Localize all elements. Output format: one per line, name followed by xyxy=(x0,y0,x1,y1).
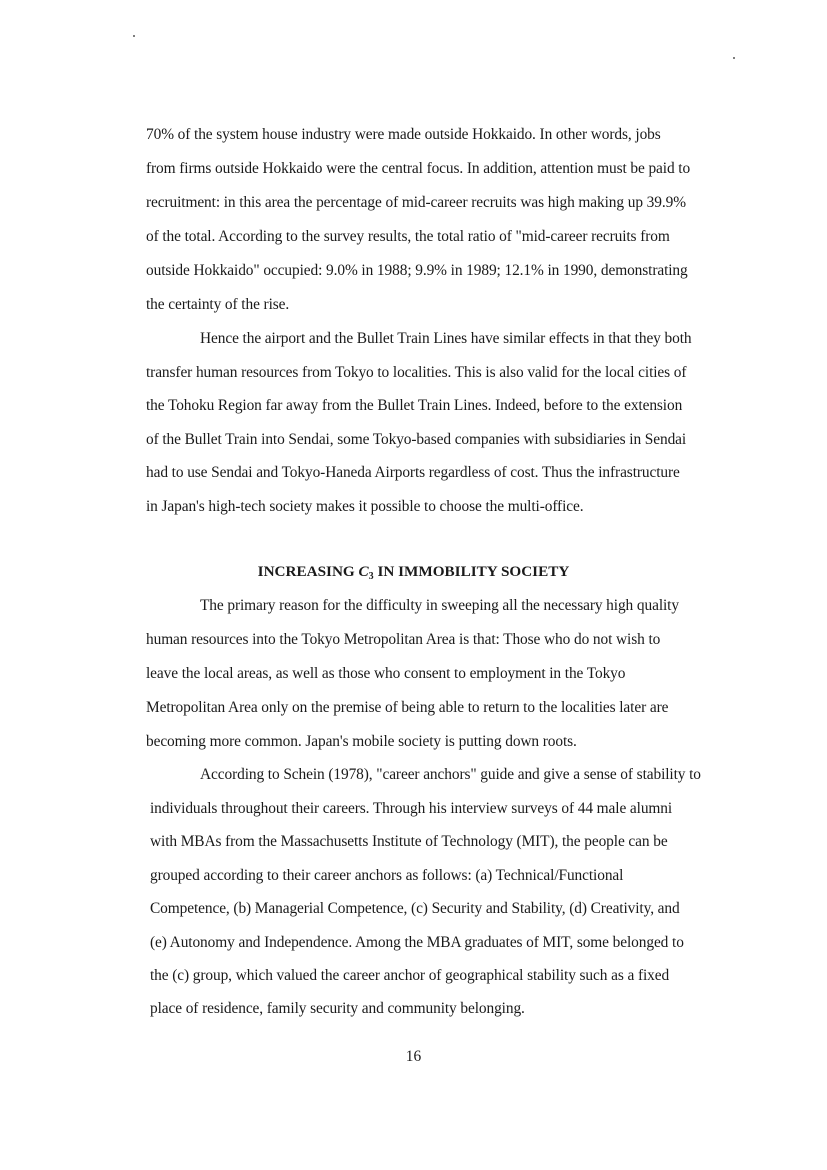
text-line: recruitment: in this area the percentage of mid-career recruits was high making up 39.9% xyxy=(146,194,686,211)
scan-speck xyxy=(733,57,735,59)
text-line: the certainty of the rise. xyxy=(146,296,290,313)
text-line: in Japan's high-tech society makes it possible to choose the multi-office. xyxy=(146,498,584,515)
heading-subscript: 3 xyxy=(368,571,374,582)
text-line: had to use Sendai and Tokyo-Haneda Airports regardless of cost. Thus the infrastructure xyxy=(146,464,680,481)
text-line: Metropolitan Area only on the premise of being able to return to the localities later are xyxy=(146,699,669,716)
text-line: of the total. According to the survey results, the total ratio of "mid-career recruits from xyxy=(146,228,670,245)
page-number: 16 xyxy=(405,1048,422,1065)
heading-prefix: INCREASING xyxy=(257,563,359,580)
text-line: transfer human resources from Tokyo to localities. This is also valid for the local cities of xyxy=(146,364,687,381)
text-line: becoming more common. Japan's mobile society is putting down roots. xyxy=(146,733,577,750)
text-line: leave the local areas, as well as those who consent to employment in the Tokyo xyxy=(146,665,626,682)
text-line: the Tohoku Region far away from the Bullet Train Lines. Indeed, before to the extension xyxy=(146,397,683,414)
text-line: of the Bullet Train into Sendai, some Tokyo-based companies with subsidiaries in Sendai xyxy=(146,431,687,448)
text-line: the (c) group, which valued the career anchor of geographical stability such as a fixed xyxy=(150,967,670,984)
text-line: with MBAs from the Massachusetts Institute of Technology (MIT), the people can be xyxy=(150,833,668,850)
heading-symbol xyxy=(359,563,374,580)
text-line: place of residence, family security and community belonging. xyxy=(150,1000,525,1017)
text-line: Hence the airport and the Bullet Train Lines have similar effects in that they both xyxy=(200,330,692,347)
text-line: grouped according to their career anchors as follows: (a) Technical/Functional xyxy=(150,867,624,884)
text-line: human resources into the Tokyo Metropolitan Area is that: Those who do not wish to xyxy=(146,631,661,648)
heading-suffix: IN IMMOBILITY SOCIETY xyxy=(373,563,570,580)
text-line: Competence, (b) Managerial Competence, (c) Security and Stability, (d) Creativity, and xyxy=(150,900,680,917)
text-line: (e) Autonomy and Independence. Among the MBA graduates of MIT, some belonged to xyxy=(150,934,684,951)
heading-symbol-letter: C xyxy=(358,563,369,580)
text-line: The primary reason for the difficulty in sweeping all the necessary high quality xyxy=(200,597,679,614)
text-line: from firms outside Hokkaido were the central focus. In addition, attention must be paid to xyxy=(146,160,691,177)
scan-speck xyxy=(133,35,135,37)
text-line: According to Schein (1978), "career anchors" guide and give a sense of stability to xyxy=(200,766,701,783)
text-line: 70% of the system house industry were made outside Hokkaido. In other words, jobs xyxy=(146,126,661,143)
text-line: outside Hokkaido" occupied: 9.0% in 1988; 9.9% in 1989; 12.1% in 1990, demonstrating xyxy=(146,262,688,279)
section-heading xyxy=(0,562,827,587)
text-line: individuals throughout their careers. Through his interview surveys of 44 male alumni xyxy=(150,800,673,817)
